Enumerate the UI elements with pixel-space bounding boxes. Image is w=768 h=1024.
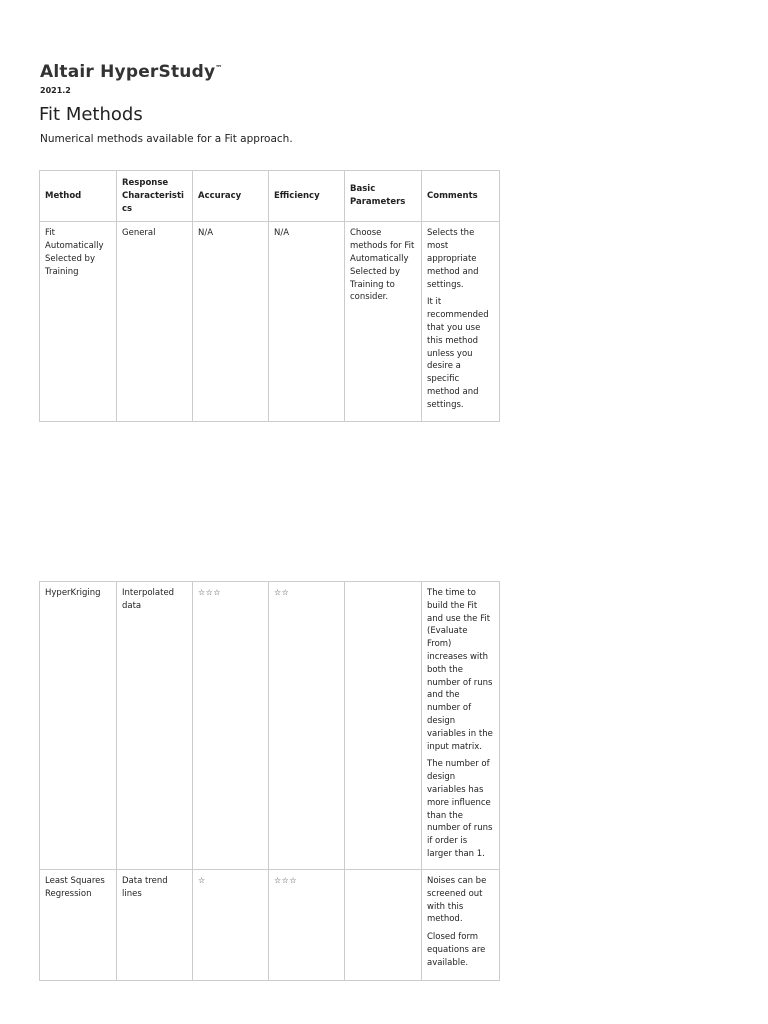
comment-paragraph: Noises can be screened out with this method. (427, 876, 487, 925)
trademark-mark: ™ (215, 64, 223, 72)
cell-parameters (345, 582, 422, 870)
cell-comments (422, 222, 500, 422)
cell-efficiency: ☆☆☆ (269, 870, 345, 981)
comment-paragraph: Selects the most appropriate method and settings. (427, 228, 479, 290)
page-title: Fit Methods (39, 104, 143, 125)
cell-response: Data trend lines (117, 870, 193, 981)
column-header-efficiency: Efficiency (269, 171, 345, 222)
version-label: 2021.2 (40, 86, 71, 95)
cell-method: HyperKriging (40, 582, 117, 870)
table-header-row (40, 171, 500, 222)
cell-method: Least Squares Regression (40, 870, 117, 981)
cell-response: General (117, 222, 193, 422)
cell-parameters: Choose methods for Fit Automatically Selected by Training to consider. (345, 222, 422, 422)
comment-paragraph: It it recommended that you use this method unless you desire a specific method and settings. (427, 297, 489, 410)
fit-methods-table-continued (39, 581, 500, 981)
cell-accuracy: ☆ (193, 870, 269, 981)
column-header-method: Method (40, 171, 117, 222)
column-header-parameters: Basic Parameters (345, 171, 422, 222)
cell-response: Interpolated data (117, 582, 193, 870)
table-row (40, 222, 500, 422)
column-header-comments: Comments (422, 171, 500, 222)
cell-method: Fit Automatically Selected by Training (40, 222, 117, 422)
table-row (40, 582, 500, 870)
cell-efficiency: N/A (269, 222, 345, 422)
cell-parameters (345, 870, 422, 981)
comment-paragraph: The number of design variables has more influence than the number of runs if order is larger than 1. (427, 759, 493, 859)
column-header-accuracy: Accuracy (193, 171, 269, 222)
cell-accuracy: ☆☆☆ (193, 582, 269, 870)
cell-accuracy: N/A (193, 222, 269, 422)
table-row (40, 870, 500, 981)
comment-paragraph: Closed form equations are available. (427, 932, 486, 968)
column-header-response: Response Characteristics (117, 171, 193, 222)
fit-methods-table (39, 170, 500, 422)
cell-comments (422, 582, 500, 870)
brand-logo: Altair HyperStudy™ (40, 62, 223, 82)
cell-comments (422, 870, 500, 981)
cell-efficiency: ☆☆ (269, 582, 345, 870)
comment-paragraph: The time to build the Fit and use the Fit (Evaluate From) increases with both the number of runs and the number of design variables in the input matrix. (427, 588, 493, 752)
page-subtitle: Numerical methods available for a Fit approach. (40, 133, 293, 145)
